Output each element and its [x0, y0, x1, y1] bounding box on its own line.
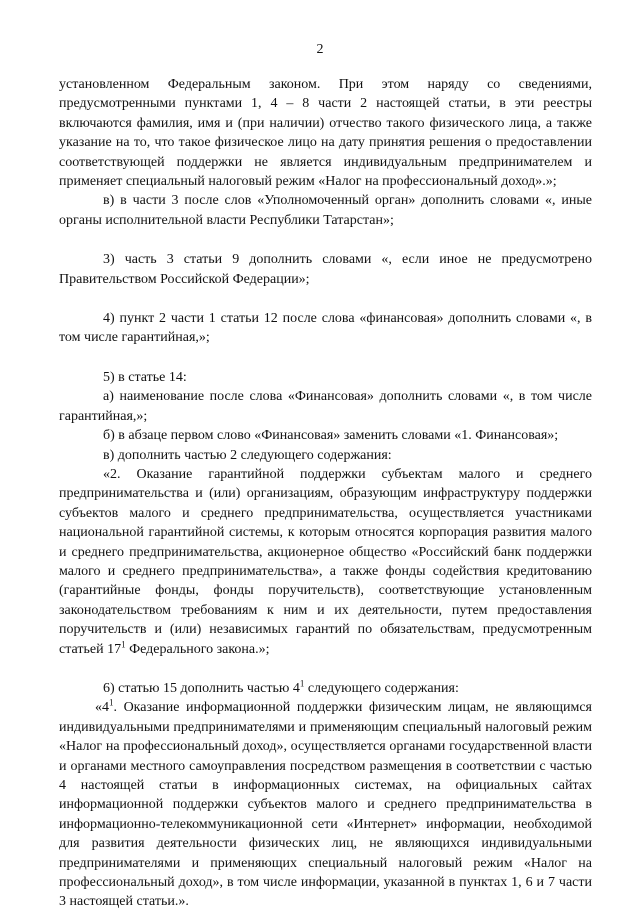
- part2-text-end: Федерального закона.»;: [125, 641, 270, 657]
- part41-superscript: 1: [109, 697, 114, 708]
- paragraph-item-5b: б) в абзаце первом слово «Финансовая» заменить словами «1. Финансовая»;: [103, 428, 559, 444]
- paragraph-part-4-1-text: [59, 698, 592, 911]
- paragraph-reestr-continuation: установленном Федеральным законом. При этом наряду со сведениями, предусмотренными пунктами 1, 4 – 8 части 2 настоящей статьи, в эти реестры включаются фамилия, имя и (при наличии) отчество такого физического лица, а также указание на то, что такое физическое лицо на дату принятия решения о предоставлении соответствующей поддержки не является индивидуальным предпринимателем и применяет специальный налоговый режим «Налог на профессиональный доход».»;: [59, 77, 592, 190]
- item6-superscript: 1: [299, 678, 305, 689]
- paragraph-item-5: 5) в статье 14:: [103, 369, 187, 385]
- part2-superscript: 1: [121, 638, 126, 649]
- paragraph-item-5a: а) наименование после слова «Финансовая» дополнить словами «, в том числе гарантийная,»;: [59, 389, 592, 424]
- paragraph-item-3: 3) часть 3 статьи 9 дополнить словами «, если иное не предусмотрено Правительством Российской Федерации»;: [59, 252, 592, 287]
- item6-text-start: 6) статью 15 дополнить частью 4: [103, 680, 300, 696]
- document-body: [59, 75, 592, 912]
- paragraph-item-5v: в) дополнить частью 2 следующего содержания:: [103, 447, 392, 463]
- paragraph-item-v-part3: в) в части 3 после слов «Уполномоченный орган» дополнить словами «, иные органы исполнительной власти Республики Татарстан»;: [59, 193, 592, 228]
- page-number: 2: [316, 42, 324, 57]
- part41-text-main: . Оказание информационной поддержки физическим лицам, не являющимся индивидуальными предпринимателями и применяющим специальный налоговый режим «Налог на профессиональный доход», осуществляется органами государственной власти и органами местного самоуправления посредством размещения в соответствии с частью 4 настоящей статьи в информационных системах, на официальных сайтах информационной поддержки субъектов малого и среднего предпринимательства в информационно-телекоммуникационной сети «Интернет» информации, необходимой для развития деятельности физических лиц, не являющихся индивидуальными предпринимателями и применяющих специальный налоговый режим «Налог на профессиональный доход», в том числе информации, указанной в пунктах 1, 6 и 7 части 3 настоящей статьи.».: [59, 700, 592, 910]
- paragraph-part-2-text: [59, 465, 592, 659]
- item6-text-end: следующего содержания:: [304, 680, 459, 696]
- part41-text-start: «4: [95, 700, 109, 716]
- paragraph-item-4: 4) пункт 2 части 1 статьи 12 после слова «финансовая» дополнить словами «, в том числе гарантийная,»;: [59, 311, 592, 346]
- paragraph-item-6: [59, 679, 592, 698]
- part2-text-main: «2. Оказание гарантийной поддержки субъектам малого и среднего предпринимательства и (или) организациям, образующим инфраструктуру поддержки субъектов малого и среднего предпринимательства, осуществляется участниками национальной гарантийной системы, к которым относятся корпорация развития малого и среднего предпринимательства, акционерное общество «Российский банк поддержки малого и среднего предпринимательства», а также фонды содействия кредитованию (гарантийные фонды, фонды поручительств), соответствующие установленным законодательством требованиям к ним и их деятельности, путем предоставления поручительств и (или) независимых гарантий по обязательствам, предусмотренным статьей 17: [59, 466, 592, 657]
